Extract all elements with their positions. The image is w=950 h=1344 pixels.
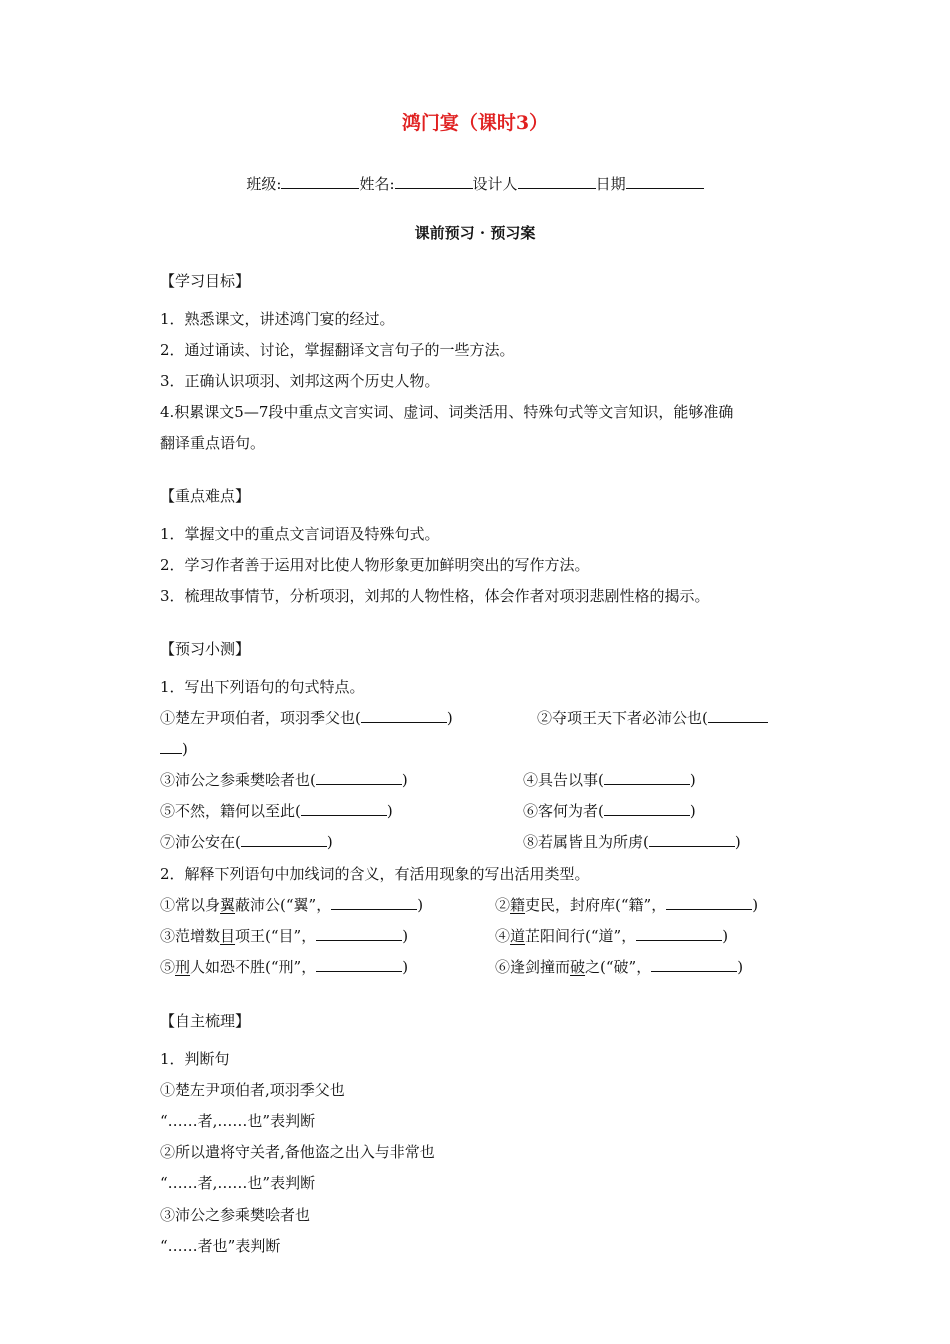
q1-item: ⑦沛公安在( ) [160,833,333,851]
underlined-word: 目 [220,927,236,945]
q2-item: ①常以身翼蔽沛公(“翼”， ) [160,896,424,914]
q2-item: ④道芷阳间行(“道”， ) [495,927,729,945]
review-line: “……者,……也”表判断 [160,1112,316,1130]
q1-item: ⑥客何为者( ) [523,802,696,820]
underlined-word: 破 [570,958,586,976]
answer-blank[interactable] [708,708,768,723]
review-line: ①楚左尹项伯者,项羽季父也 [160,1081,345,1099]
question-2: 2．解释下列语句中加线词的含义，有活用现象的写出活用类型。 [160,865,590,883]
section-subtitle: 课前预习 · 预习案 [414,224,536,242]
answer-blank[interactable] [241,832,327,847]
class-label: 班级: [246,175,282,193]
answer-blank[interactable] [316,770,402,785]
test-heading: 【预习小测】 [160,640,251,658]
q1-item: ⑤不然，籍何以至此( ) [160,802,393,820]
class-blank[interactable] [281,174,359,189]
q1-item-continuation: ) [160,738,188,760]
review-line: ②所以遣将守关者,备他盗之出入与非常也 [160,1143,435,1161]
goal-item: 4.积累课文5—7段中重点文言实词、虚词、词类活用、特殊句式等文言知识，能够准确 [160,403,734,421]
review-heading: 【自主梳理】 [160,1012,251,1030]
review-line: “……者也”表判断 [160,1237,281,1255]
q2-item: ⑤刑人如恐不胜(“刑”， ) [160,958,409,976]
question-1: 1．写出下列语句的句式特点。 [160,678,365,696]
review-line: 1．判断句 [160,1050,230,1068]
goal-item: 翻译重点语句。 [160,434,266,452]
underlined-word: 道 [510,927,526,945]
answer-blank[interactable] [651,957,737,972]
answer-blank[interactable] [361,708,447,723]
date-label: 日期 [595,175,626,193]
key-item: 1．掌握文中的重点文言词语及特殊句式。 [160,525,440,543]
underlined-word: 籍 [510,896,526,914]
student-info-line [0,173,950,195]
key-heading: 【重点难点】 [160,487,251,505]
page-title: 鸿门宴（课时3） [401,112,549,134]
review-line: ③沛公之参乘樊哙者也 [160,1206,311,1224]
answer-blank[interactable] [160,739,182,754]
answer-blank[interactable] [636,926,722,941]
q1-item: ④具告以事( ) [523,771,696,789]
name-blank[interactable] [395,174,473,189]
q1-item: ⑧若属皆且为所虏( ) [523,833,741,851]
answer-blank[interactable] [649,832,735,847]
designer-blank[interactable] [518,174,596,189]
answer-blank[interactable] [301,801,387,816]
name-label: 姓名: [359,175,395,193]
answer-blank[interactable] [604,770,690,785]
answer-blank[interactable] [316,957,402,972]
goal-item: 3．正确认识项羽、刘邦这两个历史人物。 [160,372,440,390]
designer-label: 设计人 [472,175,518,193]
answer-blank[interactable] [666,895,752,910]
key-item: 3．梳理故事情节，分析项羽，刘邦的人物性格，体会作者对项羽悲剧性格的揭示。 [160,587,710,605]
answer-blank[interactable] [331,895,417,910]
goal-item: 1．熟悉课文，讲述鸿门宴的经过。 [160,310,395,328]
q2-item: ②籍吏民，封府库(“籍”， ) [495,896,759,914]
q2-item: ③范增数目项王(“目”， ) [160,927,409,945]
answer-blank[interactable] [316,926,402,941]
answer-blank[interactable] [604,801,690,816]
key-item: 2．学习作者善于运用对比使人物形象更加鲜明突出的写作方法。 [160,556,590,574]
underlined-word: 刑 [175,958,191,976]
goals-heading: 【学习目标】 [160,272,251,290]
q1-item: ②夺项王天下者必沛公也( [537,707,768,729]
q1-item: ①楚左尹项伯者，项羽季父也( ) [160,709,453,727]
underlined-word: 翼 [220,896,236,914]
review-line: “……者,……也”表判断 [160,1174,316,1192]
date-blank[interactable] [626,174,704,189]
q2-item: ⑥逢剑撞而破之(“破”， ) [495,958,744,976]
goal-item: 2．通过诵读、讨论，掌握翻译文言句子的一些方法。 [160,341,515,359]
q1-item: ③沛公之参乘樊哙者也( ) [160,771,408,789]
